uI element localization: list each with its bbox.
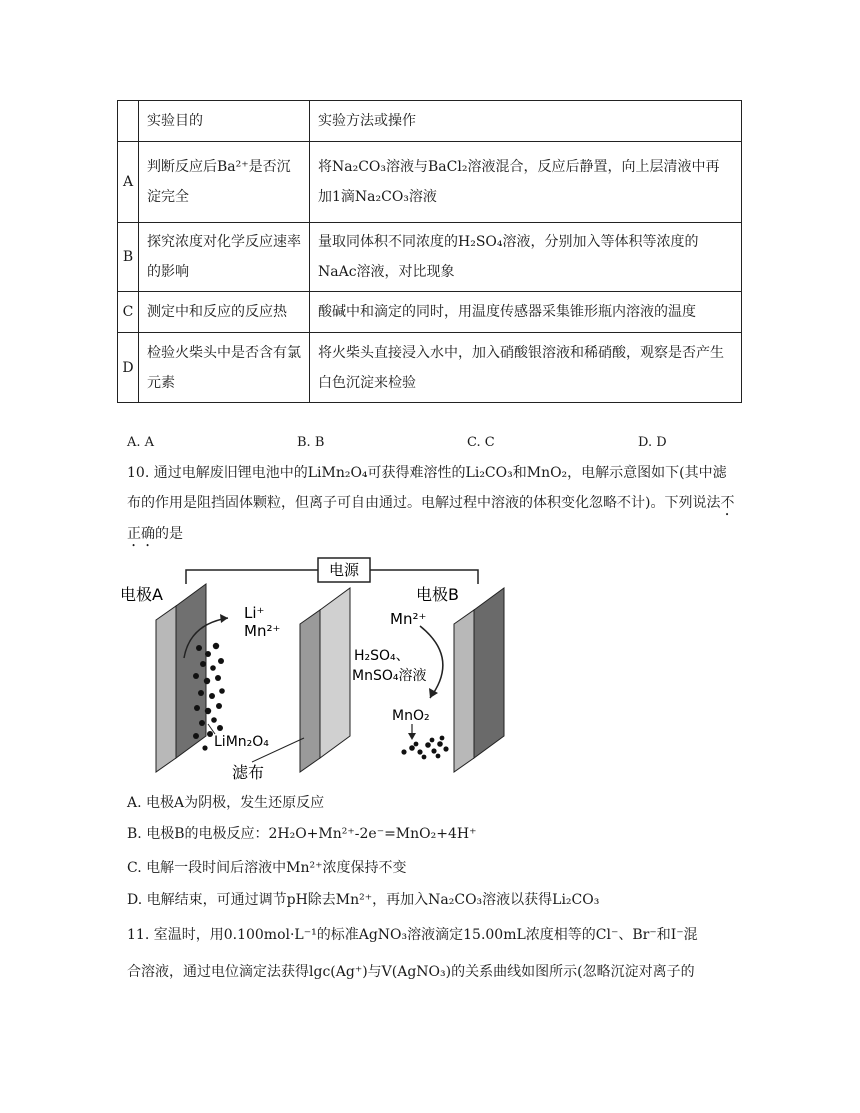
table-header-key: [118, 101, 139, 142]
table-row: [118, 333, 742, 403]
ion-mn-b-label: Mn²⁺: [390, 610, 427, 628]
electrode-b: [474, 588, 504, 758]
mno2-particles: [401, 736, 448, 760]
table-row: [118, 292, 742, 333]
table-header-method: 实验方法或操作: [310, 101, 742, 142]
electrode-b-side: [454, 610, 474, 772]
q10-option-c[interactable]: C. 电解一段时间后溶液中Mn²⁺浓度保持不变: [127, 860, 407, 876]
row-method: 将火柴头直接浸入水中，加入硝酸银溶液和稀硝酸，观察是否产生白色沉淀来检验: [310, 333, 742, 403]
choice-c[interactable]: C. C: [467, 435, 495, 450]
row-purpose: 测定中和反应的反应热: [139, 292, 310, 333]
electrode-a: [176, 584, 206, 758]
row-key: C: [118, 292, 139, 333]
q10-stem-suffix: 的是: [155, 526, 183, 542]
q10-option-a[interactable]: A. 电极A为阴极，发生还原反应: [127, 795, 325, 811]
electrode-a-side: [156, 606, 176, 772]
row-key: A: [118, 142, 139, 223]
table-row: [118, 223, 742, 292]
filter-cloth: [320, 588, 350, 758]
oxidation-arrowhead: [429, 688, 438, 698]
table-header-purpose: 实验目的: [139, 101, 310, 142]
power-label: 电源: [328, 561, 360, 579]
experiment-table: [117, 100, 742, 403]
row-purpose: 检验火柴头中是否含有氯元素: [139, 333, 310, 403]
table-row: [118, 142, 742, 223]
mno2-arrowhead: [408, 733, 416, 740]
row-method: 量取同体积不同浓度的H₂SO₄溶液，分别加入等体积等浓度的NaAc溶液，对比现象: [310, 223, 742, 292]
q11-stem-line2: 合溶液，通过电位滴定法获得lgc(Ag⁺)与V(AgNO₃)的关系曲线如图所示(忽略沉淀对离子的: [127, 964, 695, 980]
electrolysis-diagram: [120, 548, 520, 788]
choice-d[interactable]: D. D: [638, 435, 667, 450]
ion-release-arrowhead: [220, 614, 228, 623]
solution-label-2: MnSO₄溶液: [352, 668, 427, 684]
q11-stem-line1: 11. 室温时，用0.100mol·L⁻¹的标准AgNO₃溶液滴定15.00mL浓度相等的Cl⁻、Br⁻和I⁻混: [127, 927, 698, 943]
row-key: D: [118, 333, 139, 403]
row-key: B: [118, 223, 139, 292]
q10-stem: [127, 458, 737, 550]
row-purpose: 探究浓度对化学反应速率的影响: [139, 223, 310, 292]
q10-stem-prefix: 10. 通过电解废旧锂电池中的LiMn₂O₄可获得难溶性的Li₂CO₃和MnO₂，电解示意图如下(其中滤布的作用是阻挡固体颗粒，但离子可自由通过。电解过程中溶液的体积变化忽略不计)。下列说法: [127, 465, 727, 511]
row-method: 酸碱中和滴定的同时，用温度传感器采集锥形瓶内溶液的温度: [310, 292, 742, 333]
solution-label-1: H₂SO₄、: [354, 648, 410, 664]
filter-label: 滤布: [232, 763, 265, 782]
row-purpose: 判断反应后Ba²⁺是否沉淀完全: [139, 142, 310, 223]
oxidation-arrow: [420, 626, 443, 698]
row-method: 将Na₂CO₃溶液与BaCl₂溶液混合，反应后静置，向上层清液中再加1滴Na₂CO₃溶液: [310, 142, 742, 223]
electrode-a-label: 电极A: [120, 585, 163, 604]
ion-mn-label: Mn²⁺: [244, 622, 281, 640]
table-header-row: [118, 101, 742, 142]
mno2-label: MnO₂: [392, 708, 430, 724]
choice-a[interactable]: A. A: [127, 435, 155, 450]
filter-cloth-side: [300, 610, 320, 772]
q10-option-d[interactable]: D. 电解结束，可通过调节pH除去Mn²⁺，再加入Na₂CO₃溶液以获得Li₂CO₃: [127, 892, 600, 908]
electrode-b-label: 电极B: [416, 585, 459, 604]
choice-b[interactable]: B. B: [297, 435, 325, 450]
ion-li-label: Li⁺: [244, 604, 265, 622]
q10-stem-emphasis: 不正确: [127, 495, 735, 542]
q10-option-b[interactable]: B. 电极B的电极反应：2H₂O+Mn²⁺-2e⁻=MnO₂+4H⁺: [127, 826, 477, 842]
limn2o4-label: LiMn₂O₄: [214, 734, 269, 750]
